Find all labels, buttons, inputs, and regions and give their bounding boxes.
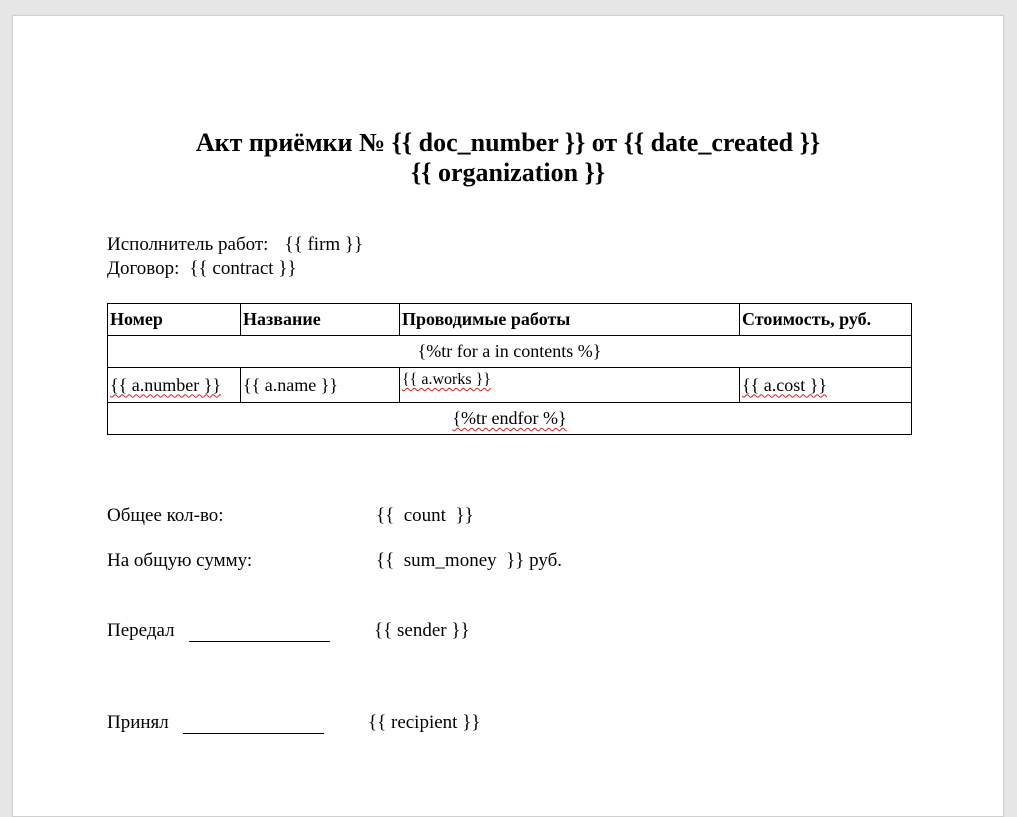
table-row <box>108 336 912 368</box>
title-line-2: {{ organization }} <box>410 158 606 187</box>
loop-end-text: {%tr endfor %} <box>452 408 567 428</box>
table-header-row <box>108 304 912 336</box>
document-title <box>13 128 1003 188</box>
recipient-signature-blank <box>183 715 324 734</box>
cell-number <box>108 368 241 403</box>
loop-end-cell <box>108 403 912 435</box>
loop-start-cell: {%tr for a in contents %} <box>108 336 912 368</box>
document-page <box>12 15 1004 817</box>
cell-works-text: {{ a.works }} <box>402 371 491 388</box>
sender-value: {{ sender }} <box>374 620 470 641</box>
sender-signature-blank <box>189 623 330 642</box>
sender-label: Передал <box>107 620 175 641</box>
cell-works <box>400 368 740 403</box>
header-cost: Стоимость, руб. <box>740 304 912 336</box>
contract-line <box>107 258 297 280</box>
cell-cost <box>740 368 912 403</box>
table-row <box>108 403 912 435</box>
title-line-1: Акт приёмки № {{ doc_number }} от {{ date_created }} <box>195 128 821 157</box>
recipient-line <box>107 712 324 734</box>
total-count-label: Общее кол-во: <box>107 505 224 526</box>
cell-name: {{ a.name }} <box>241 368 400 403</box>
contract-label: Договор: <box>107 258 180 279</box>
sender-line <box>107 620 330 642</box>
executor-line <box>107 234 363 256</box>
contract-value: {{ contract }} <box>189 258 297 279</box>
recipient-value: {{ recipient }} <box>368 712 481 733</box>
recipient-label: Принял <box>107 712 169 733</box>
acts-table <box>107 303 912 435</box>
header-name: Название <box>241 304 400 336</box>
table-row <box>108 368 912 403</box>
total-sum-value: {{ sum_money }} руб. <box>376 550 563 571</box>
cell-number-text: {{ a.number }} <box>110 374 222 395</box>
total-sum-label: На общую сумму: <box>107 550 253 571</box>
executor-label: Исполнитель работ: <box>107 234 269 255</box>
header-works: Проводимые работы <box>400 304 740 336</box>
header-number: Номер <box>108 304 241 336</box>
executor-value: {{ firm }} <box>284 234 364 255</box>
total-count-value: {{ count }} <box>376 505 474 526</box>
cell-cost-text: {{ a.cost }} <box>742 374 828 395</box>
